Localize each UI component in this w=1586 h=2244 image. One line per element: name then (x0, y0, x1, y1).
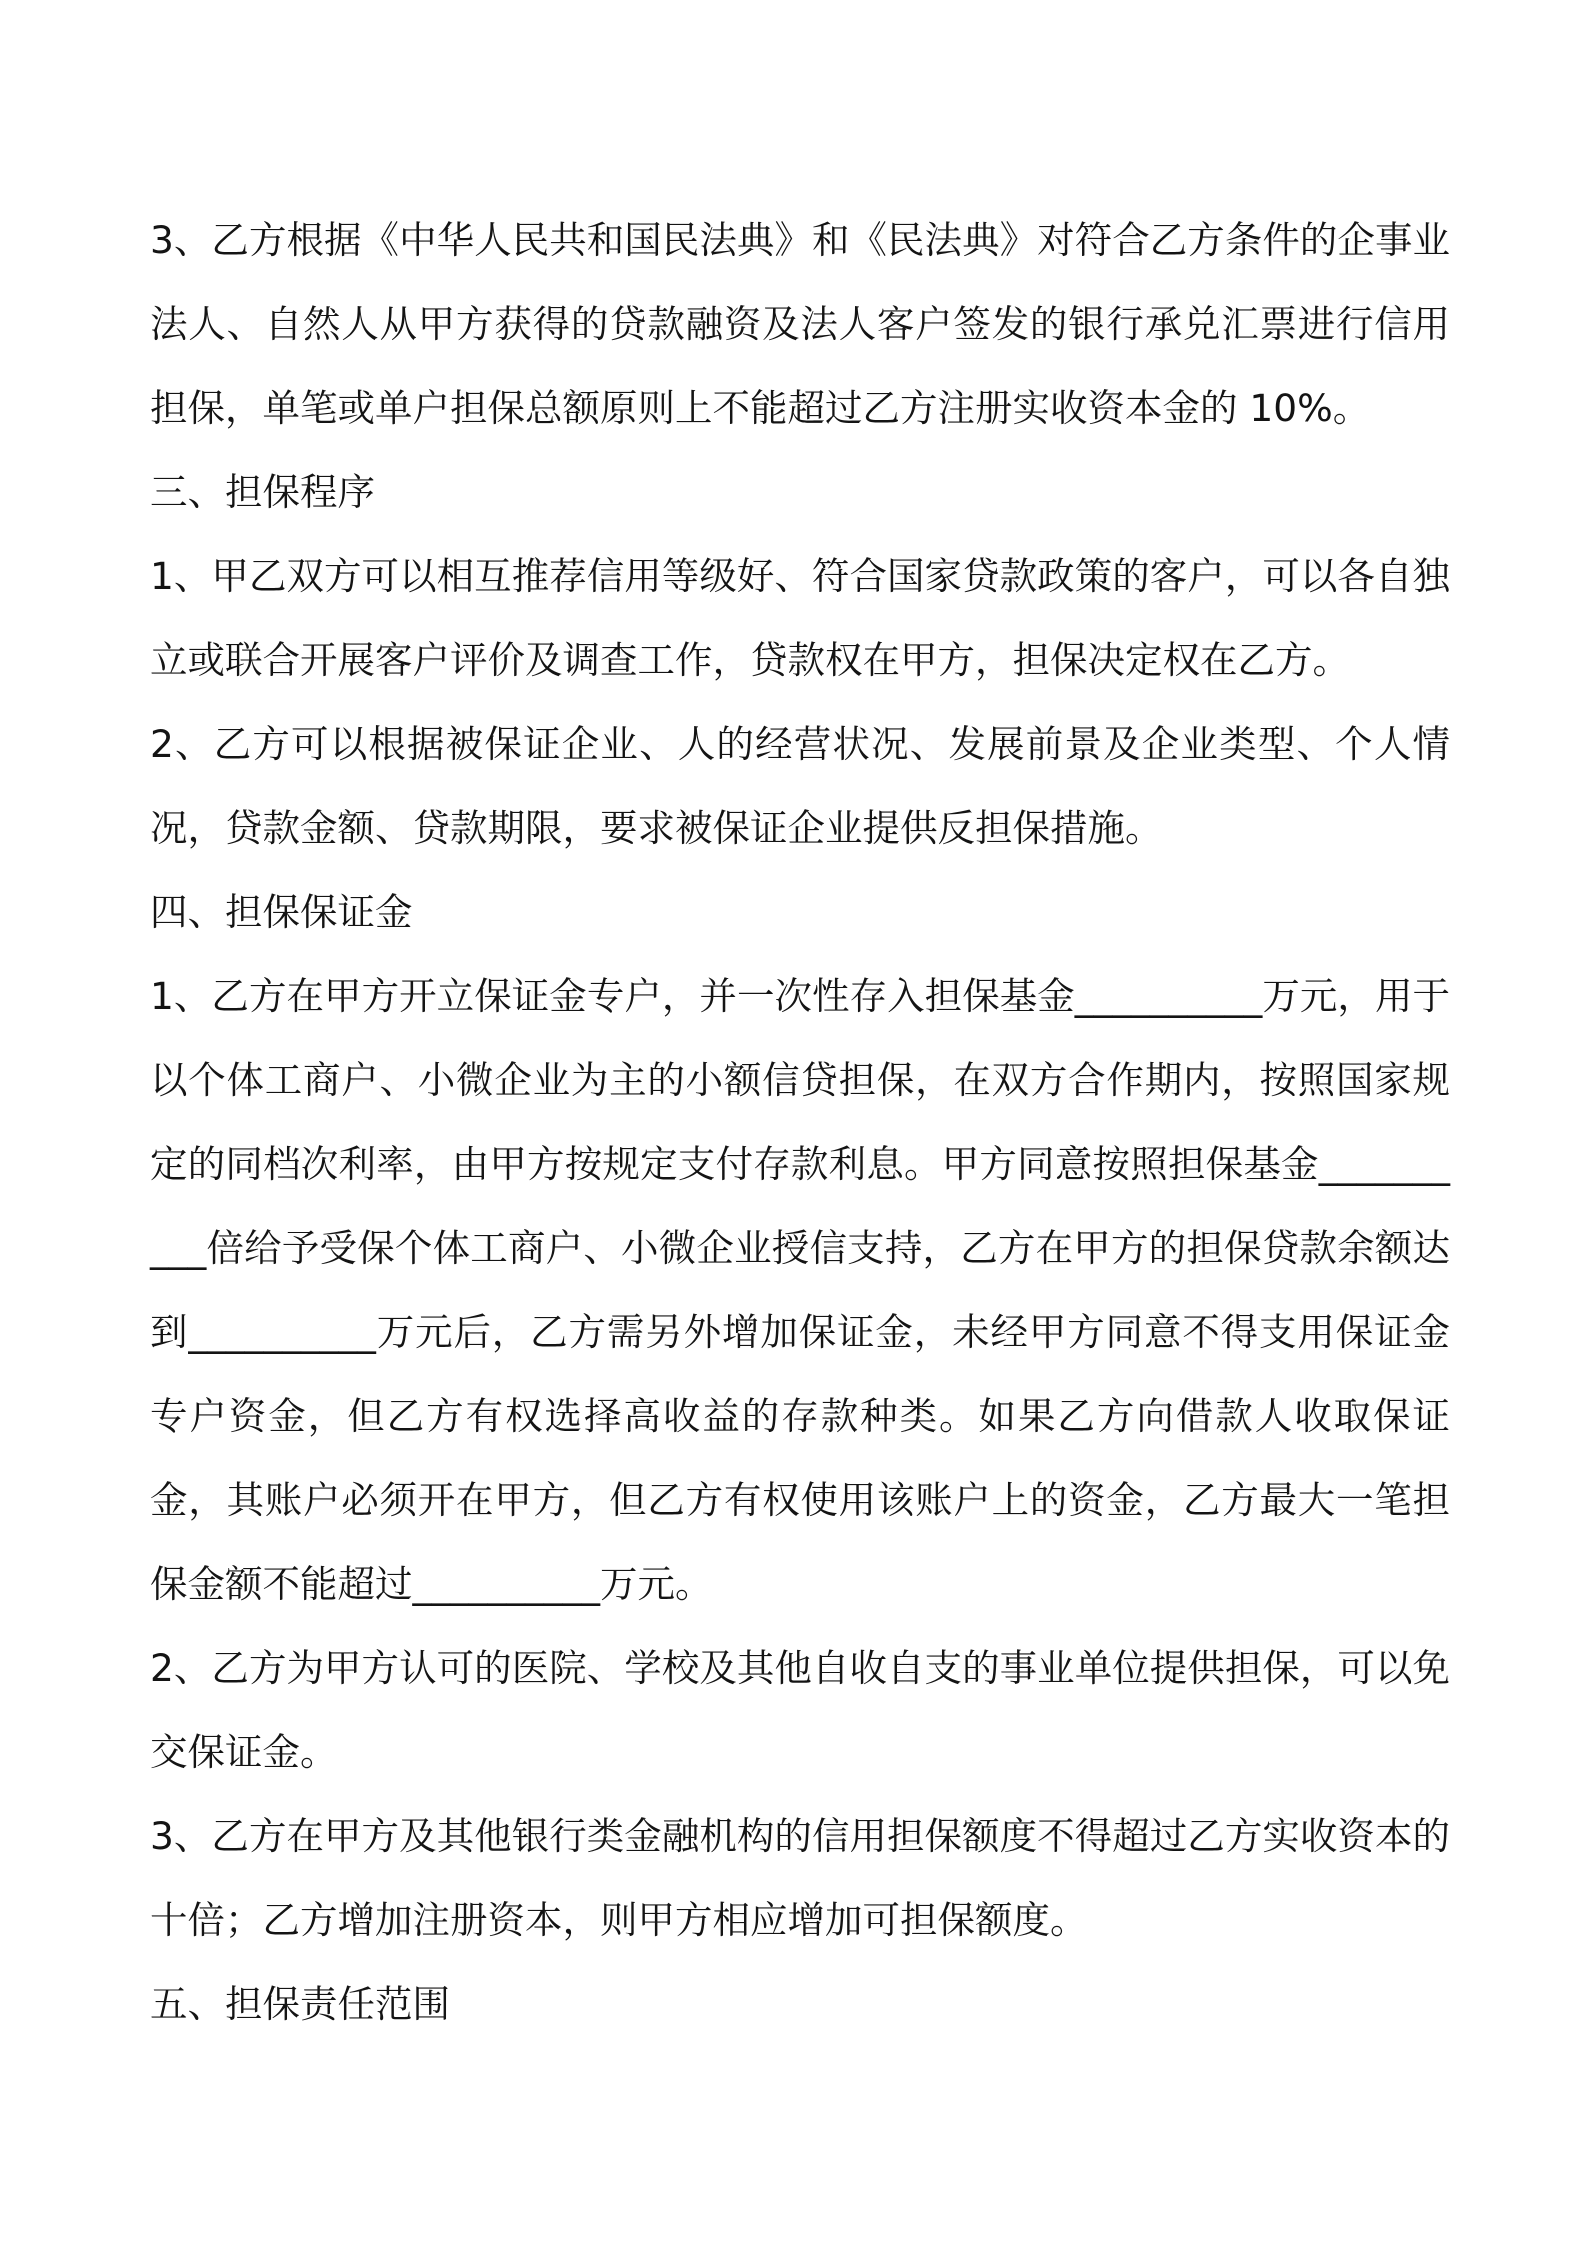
section-heading-guarantee-deposit: 四、担保保证金 (150, 890, 413, 934)
clause-2-deposit-exemption: 2、乙方为甲方认可的医院、学校及其他自收自支的事业单位提供担保，可以免交保证金。 (150, 1646, 1450, 1774)
section-heading-guarantee-procedure: 三、担保程序 (150, 470, 375, 514)
clause-1-customer-recommendation: 1、甲乙双方可以相互推荐信用等级好、符合国家贷款政策的客户，可以各自独立或联合开展客户评价及调查工作，贷款权在甲方，担保决定权在乙方。 (150, 554, 1450, 682)
clause-1-deposit-account: 1、乙方在甲方开立保证金专户，并一次性存入担保基金__________万元，用于以个体工商户、小微企业为主的小额信贷担保，在双方合作期内，按照国家规定的同档次利率，由甲方按规定支付存款利息。甲方同意按照担保基金__________倍给予受保个体工商户、小微企业授信支持，乙方在甲方的担保贷款余额达到__________万元后，乙方需另外增加保证金，未经甲方同意不得支用保证金专户资金，但乙方有权选择高收益的存款种类。如果乙方向借款人收取保证金，其账户必须开在甲方，但乙方有权使用该账户上的资金，乙方最大一笔担保金额不能超过__________万元。 (150, 974, 1450, 1606)
clause-3-credit-limit: 3、乙方在甲方及其他银行类金融机构的信用担保额度不得超过乙方实收资本的十倍；乙方增加注册资本，则甲方相应增加可担保额度。 (150, 1814, 1450, 1942)
document-body (150, 198, 1450, 2046)
section-heading-liability-scope: 五、担保责任范围 (150, 1982, 450, 2026)
clause-2-counter-guarantee: 2、乙方可以根据被保证企业、人的经营状况、发展前景及企业类型、个人情况，贷款金额、贷款期限，要求被保证企业提供反担保措施。 (150, 722, 1450, 850)
clause-3-guarantee-scope: 3、乙方根据《中华人民共和国民法典》和《民法典》对符合乙方条件的企事业法人、自然人从甲方获得的贷款融资及法人客户签发的银行承兑汇票进行信用担保，单笔或单户担保总额原则上不能超过乙方注册实收资本金的 10%。 (150, 218, 1450, 430)
